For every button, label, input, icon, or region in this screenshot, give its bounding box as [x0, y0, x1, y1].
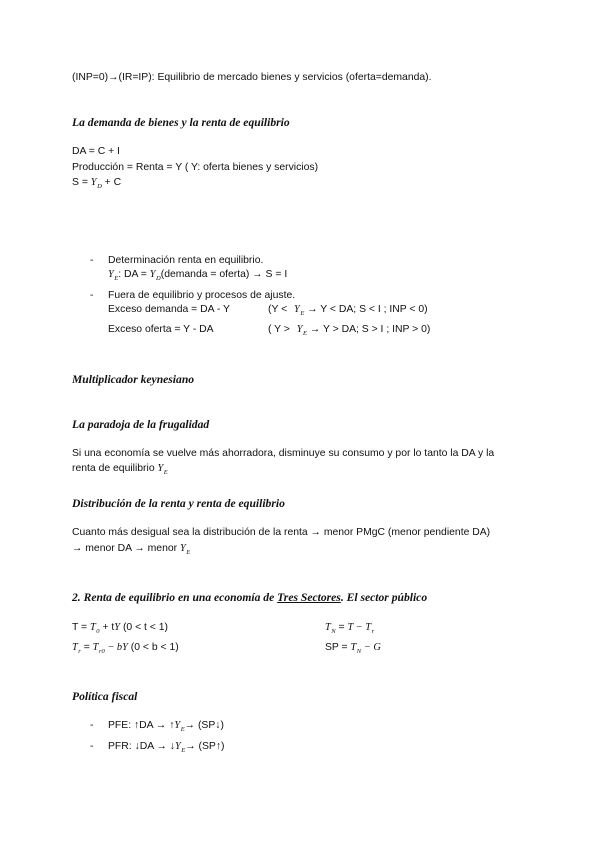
var-y: Y [296, 324, 303, 335]
bullet-2: Fuera de equilibrio y procesos de ajuste. [108, 290, 296, 301]
text: : DA = [118, 269, 150, 280]
text: + t [99, 622, 115, 633]
var-y: Y [114, 622, 121, 633]
sub-d: D [97, 183, 102, 190]
distribucion-text-2 [72, 543, 190, 554]
eq-s [72, 177, 121, 188]
var-t: T [72, 642, 78, 653]
text: T = [72, 622, 91, 633]
sub: N [356, 648, 362, 655]
text: → (SP↑) [185, 741, 225, 752]
text: → Y > DA; S > I ; INP > 0) [307, 324, 431, 335]
sub: 0 [96, 628, 100, 635]
sub-d: D [156, 275, 161, 282]
sub: r [371, 628, 375, 635]
text: → menor DA → menor [72, 543, 180, 554]
var-t: T [347, 622, 354, 633]
bullet-dash: - [90, 255, 94, 266]
heading-demanda: La demanda de bienes y la renta de equilibrio [72, 116, 290, 129]
bullet-dash: - [90, 290, 94, 301]
text: (demanda = oferta) → S = I [160, 269, 288, 280]
bullet-1: Determinación renta en equilibrio. [108, 255, 264, 266]
text: (Y < [268, 304, 291, 315]
text: (0 < t < 1) [120, 622, 168, 633]
sub-e: E [114, 275, 119, 282]
var-t: T [350, 642, 357, 653]
sub-e: E [181, 747, 186, 754]
var-t: T [365, 622, 372, 633]
text: PFR: ↓DA → ↓ [108, 741, 175, 752]
text: SP = [325, 642, 351, 653]
bullet-1-detail [108, 269, 287, 280]
heading-paradoja: La paradoja de la frugalidad [72, 418, 210, 431]
text: − b [104, 642, 123, 653]
var-y: Y [90, 177, 97, 188]
text: → Y < DA; S < I ; INP < 0) [304, 304, 428, 315]
var-y: Y [108, 269, 114, 280]
exceso-demanda-right [268, 304, 428, 315]
exceso-oferta-right [268, 324, 430, 335]
text: (0 < b < 1) [127, 642, 179, 653]
sub: r0 [98, 648, 105, 655]
eq-da: DA = C + I [72, 146, 120, 157]
heading-distribucion: Distribución de la renta y renta de equilibrio [72, 497, 285, 510]
bullet-dash: - [90, 741, 94, 752]
var-t: T [325, 622, 331, 633]
distribucion-text-1: Cuanto más desigual sea la distribución de la renta → menor PMgC (menor pendiente DA) [72, 527, 491, 538]
var-t: T [92, 642, 99, 653]
formula-tn [325, 622, 374, 633]
eq-produccion: Producción = Renta = Y ( Y: oferta bienes y servicios) [72, 162, 319, 173]
var-t: T [90, 622, 96, 633]
text: → (SP↓) [184, 720, 224, 731]
formula-t [72, 622, 168, 633]
sub-e: E [186, 549, 191, 556]
heading-multiplicador: Multiplicador keynesiano [72, 373, 195, 386]
var-y: Y [294, 304, 300, 315]
eq-s-post: + C [101, 177, 122, 188]
heading-tres-sectores [72, 591, 427, 604]
text: − [353, 622, 366, 633]
text: = [335, 622, 348, 633]
exceso-oferta-left: Exceso oferta = Y - DA [108, 324, 214, 335]
text: renta de equilibrio [72, 463, 158, 474]
paradoja-text-1: Si una economía se vuelve más ahorradora, disminuye su consumo y por lo tanto la DA y la [72, 448, 495, 459]
pfe-line [108, 720, 224, 731]
var-y: Y [122, 642, 128, 653]
bullet-dash: - [90, 720, 94, 731]
pfr-line [108, 741, 225, 752]
formula-sp [325, 642, 381, 653]
var-y: Y [149, 269, 156, 280]
text: Tres Sectores [277, 591, 341, 604]
sub-e: E [163, 469, 168, 476]
text: − [361, 642, 374, 653]
sub: N [331, 628, 336, 635]
sub-e: E [180, 726, 185, 733]
heading-politica-fiscal: Política fiscal [72, 690, 138, 703]
sub: r [78, 648, 81, 655]
var-y: Y [179, 543, 186, 554]
text: 2. Renta de equilibrio en una economía de [72, 591, 278, 604]
formula-tr [72, 642, 179, 653]
sub-e: E [300, 310, 305, 317]
var-y: Y [157, 463, 164, 474]
sub-e: E [303, 330, 308, 337]
var-g: G [373, 642, 381, 653]
var-y: Y [174, 720, 181, 731]
text: . El sector público [340, 591, 428, 604]
text: ( Y > [268, 324, 293, 335]
text: = [80, 642, 93, 653]
exceso-demanda-left: Exceso demanda = DA - Y [108, 304, 230, 315]
intro-line: (INP=0)→(IR=IP): Equilibrio de mercado bienes y servicios (oferta=demanda). [72, 72, 432, 83]
paradoja-text-2 [72, 463, 168, 474]
var-y: Y [174, 741, 181, 752]
eq-s-pre: S = [72, 177, 91, 188]
text: PFE: ↑DA → ↑ [108, 720, 175, 731]
